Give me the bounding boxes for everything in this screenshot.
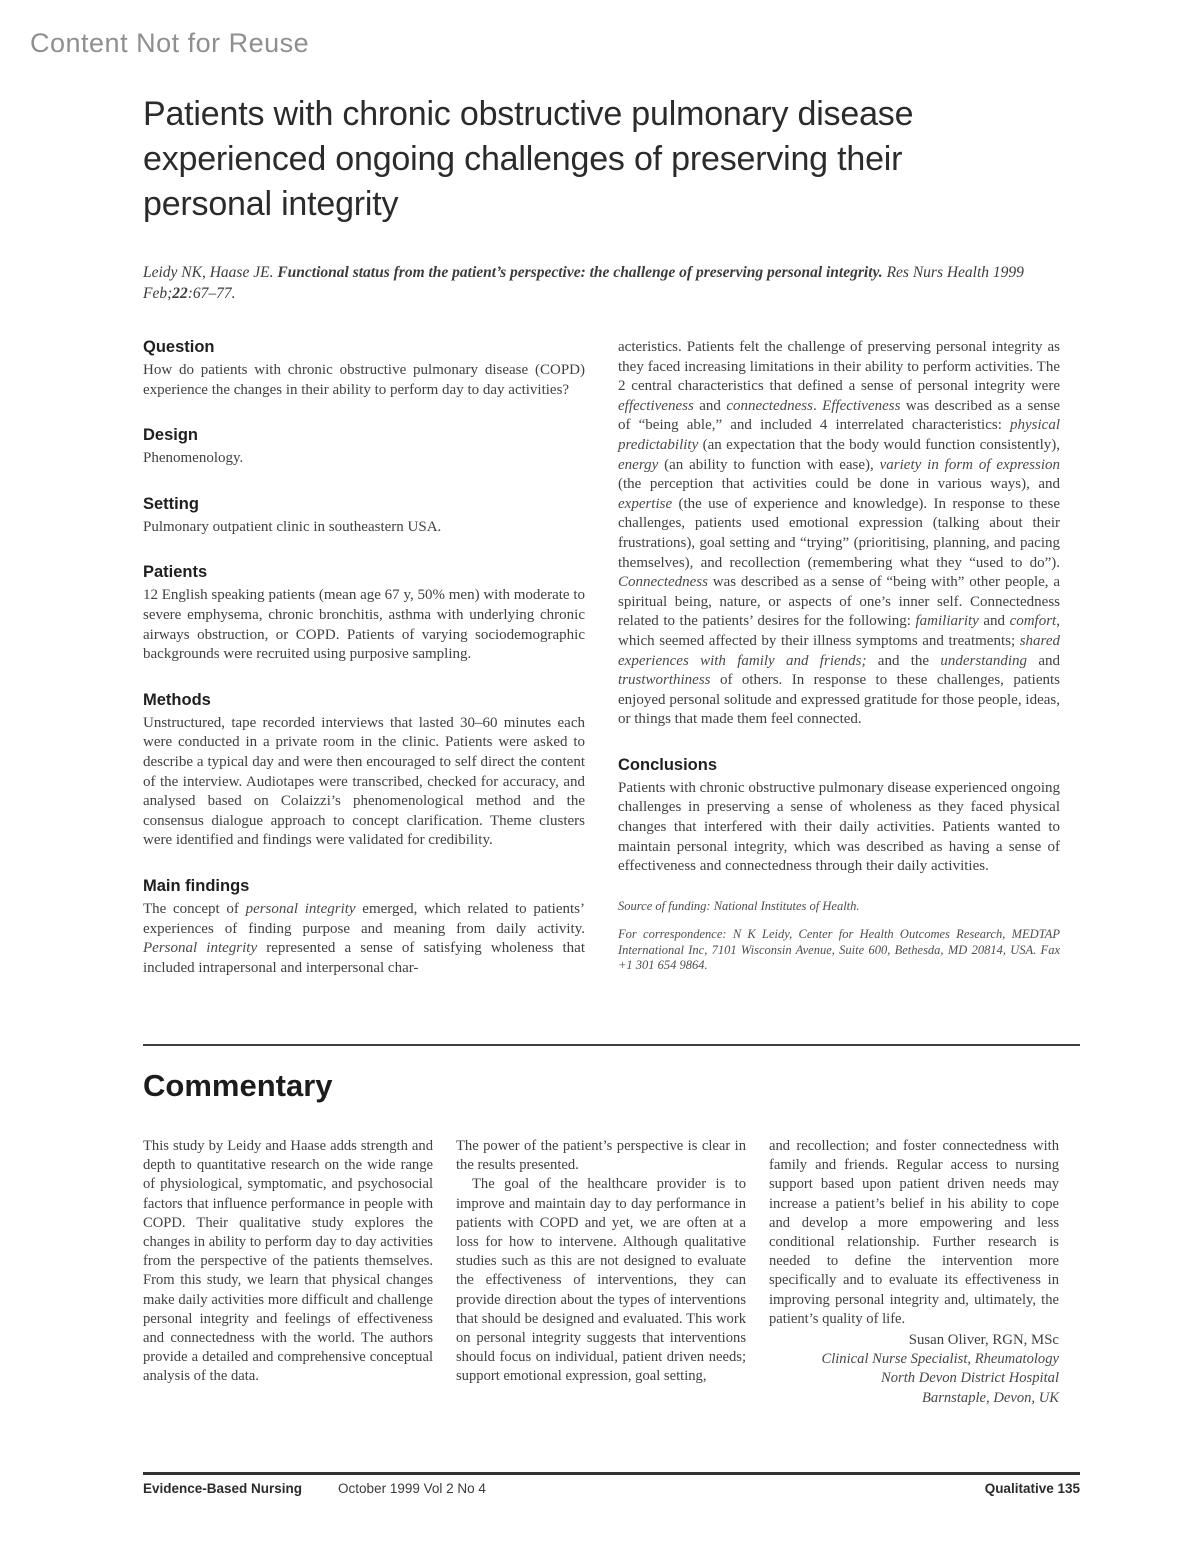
commentator-signature [769,1331,1059,1408]
section-body: Pulmonary outpatient clinic in southeastern USA. [143,518,442,535]
section-heading: Conclusions [618,755,718,774]
abstract-section-methods [143,691,585,851]
commentary-paragraph: This study by Leidy and Haase adds strength and depth to quantitative research on the wide range of physiological, symptomatic, and psychosocial factors that influence performance in people with COPD. Their qualitative study explores the changes in ability to perform day to day activities from the perspective of the patients themselves. From this study, we learn that physical changes make daily activities more difficult and challenge personal integrity and feelings of effectiveness and connectedness with the world. The authors provide a detailed and comprehensive conceptual analysis of the data. [143,1138,433,1385]
abstract-section-main-findings [143,877,585,978]
watermark-text: Content Not for Reuse [30,28,310,58]
issue-info: October 1999 Vol 2 No 4 [338,1481,486,1496]
article-title: Patients with chronic obstructive pulmonary disease experienced ongoing challenges of preserving their personal integrity [143,95,914,223]
commentary-column-2 [456,1137,746,1408]
section-body: Unstructured, tape recorded interviews that lasted 30–60 minutes each were conducted in a private room in the clinic. Patients were asked to describe a typical day and were then encouraged to self direct the content of the interview. Audiotapes were transcribed, checked for accuracy, and analysed based on Colaizzi’s phenomenological method and the consensus dialogue approach to concept clarification. Theme clusters were identified and findings were validated for credibility. [143,714,585,849]
commentator-title: Clinical Nurse Specialist, Rheumatology [821,1351,1059,1368]
structured-abstract [143,338,1061,978]
abstract-section-conclusions [618,756,1060,877]
abstract-section-patients [143,563,585,664]
commentary-paragraph: The power of the patient’s perspective is clear in the results presented. [456,1138,746,1174]
section-heading: Question [143,338,215,356]
section-heading: Main findings [143,876,250,895]
page-footer [143,1481,1080,1496]
footer-rule [143,1472,1080,1475]
source-of-funding-note: Source of funding: National Institutes of Health. [618,898,860,913]
abstract-section-question [143,338,585,400]
commentary-heading: Commentary [143,1068,333,1103]
section-page-number: Qualitative 135 [984,1481,1080,1496]
section-body: The concept of personal integrity emerged, which related to patients’ experiences of finding purpose and meaning from daily activity. Personal integrity represented a sense of satisfying wholeness that included intrapersonal and interpersonal char- [143,900,585,976]
article-citation: Leidy NK, Haase JE. Functional status from the patient’s perspective: the challenge of preserving personal integrity. Res Nurs Health 1999 Feb;22:67–77. [143,264,1024,302]
section-body: Patients with chronic obstructive pulmonary disease experienced ongoing challenges in preserving a sense of wholeness as they faced physical changes that interfered with their daily activities. Patients wanted to maintain personal integrity, which was described as having a sense of effectiveness and connectedness through their daily activities. [618,779,1060,875]
commentary-paragraph: and recollection; and foster connectedness with family and friends. Regular access to nursing support based upon patient driven needs may increase a patient’s belief in his ability to cope and develop a more empowering and less conditional relationship. Further research is needed to define the intervention more specifically and to evaluate its effectiveness in improving personal integrity and, ultimately, the patient’s quality of life. [769,1138,1059,1327]
abstract-right-column [618,338,1060,978]
commentary-columns [143,1137,1061,1408]
abstract-section-setting [143,495,585,538]
abstract-section-design [143,426,585,469]
commentator-location: Barnstaple, Devon, UK [921,1389,1059,1406]
commentator-hospital: North Devon District Hospital [881,1370,1059,1387]
section-heading: Patients [143,563,208,582]
section-heading: Setting [143,494,199,513]
section-body: How do patients with chronic obstructive pulmonary disease (COPD) experience the changes in their ability to perform day to day activities? [143,362,585,398]
commentary-column-3 [769,1137,1059,1408]
section-divider-rule [143,1044,1080,1046]
abstract-left-column [143,338,585,978]
main-findings-continuation: acteristics. Patients felt the challenge of preserving personal integrity as they faced increasing limitations in their ability to perform activities. The 2 central characteristics that defined a sense of personal integrity were effectiveness and connectedness. Effectiveness was described as a sense of “being able,” and included 4 interrelated characteristics: physical predictability (an expectation that the body would function consistently), energy (an ability to function with ease), variety in form of expression (the perception that activities could be done in various ways), and expertise (the use of experience and knowledge). In response to these challenges, patients used emotional expression (talking about their frustrations), goal setting and “trying” (prioritising, planning, and pacing themselves), and recollection (remembering what they “used to do”). Connectedness was described as a sense of “being with” other people, a spiritual being, nature, or aspects of one’s inner self. Connectedness related to the patients’ desires for the following: familiarity and comfort, which seemed affected by their illness symptoms and treatments; shared experiences with family and friends; and the understanding and trustworthiness of others. In response to these challenges, patients enjoyed personal solitude and expressed gratitude for those people, ideas, or things that made them feel connected. [618,339,1061,728]
section-body: 12 English speaking patients (mean age 67 y, 50% men) with moderate to severe emphysema, chronic bronchitis, asthma with underlying chronic airways obstruction, or COPD. Patients of varying sociodemographic backgrounds were recruited using purposive sampling. [143,587,585,663]
section-body: Phenomenology. [143,450,244,467]
commentary-paragraph: The goal of the healthcare provider is to improve and maintain day to day performance in patients with COPD and yet, we are often at a loss for how to intervene. Although qualitative studies such as this are not designed to evaluate the effectiveness of interventions, they can provide direction about the types of interventions that should be designed and evaluated. This work on personal integrity suggests that interventions should focus on individual, patient driven needs; support emotional expression, goal setting, [456,1176,746,1385]
journal-name: Evidence-Based Nursing [143,1481,303,1496]
correspondence-note: For correspondence: N K Leidy, Center for Health Outcomes Research, MEDTAP International Inc, 7101 Wisconsin Avenue, Suite 600, Bethesda, MD 20814, USA. Fax +1 301 654 9864. [618,927,1060,973]
commentator-name: Susan Oliver, RGN, MSc [908,1332,1059,1349]
commentary-column-1 [143,1137,433,1408]
section-heading: Methods [143,690,211,709]
section-heading: Design [143,426,199,445]
